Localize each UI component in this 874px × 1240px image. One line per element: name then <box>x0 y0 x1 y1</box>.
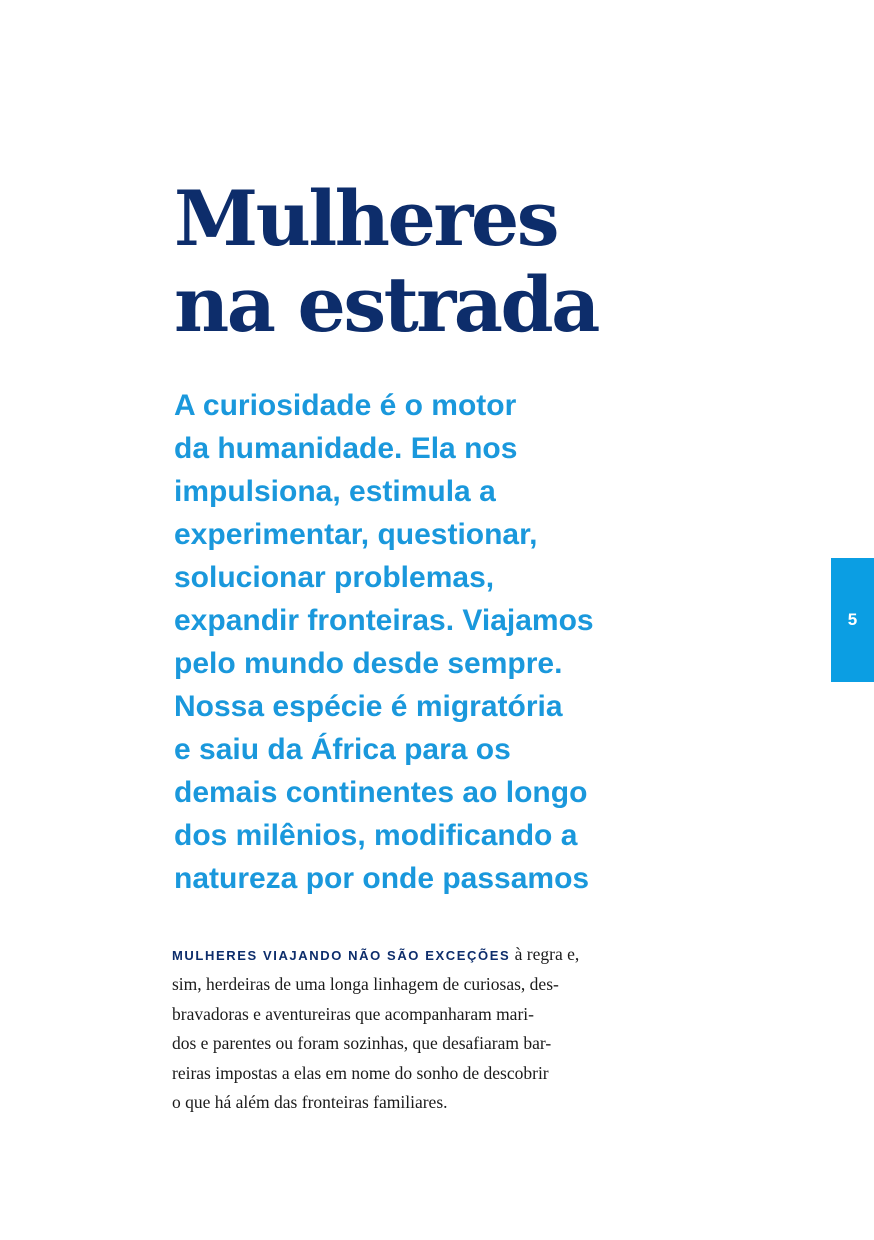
body-line: reiras impostas a elas em nome do sonho de descobrir <box>172 1062 549 1083</box>
title-line: Mulheres <box>174 174 558 263</box>
lead-line: da humanidade. Ela nos <box>174 432 518 465</box>
body-line: o que há além das fronteiras familiares. <box>172 1092 448 1113</box>
lead-line: pelo mundo desde sempre. <box>174 647 563 680</box>
lead-line: demais continentes ao longo <box>174 776 588 809</box>
page-number-tab <box>831 558 874 682</box>
lead-line: e saiu da África para os <box>174 733 511 766</box>
lead-paragraph <box>174 384 644 900</box>
title-line: na estrada <box>174 260 598 349</box>
body-line: bravadoras e aventureiras que acompanharam mari- <box>172 1003 534 1024</box>
body-line: sim, herdeiras de uma longa linhagem de curiosas, des- <box>172 974 559 995</box>
chapter-title <box>174 176 598 348</box>
lead-line: expandir fronteiras. Viajamos <box>174 604 594 637</box>
lead-line: A curiosidade é o motor <box>174 389 517 422</box>
lead-line: natureza por onde passamos <box>174 862 590 895</box>
body-line-text: à regra e, <box>510 944 580 964</box>
lead-line: Nossa espécie é migratória <box>174 690 563 723</box>
lead-line: dos milênios, modificando a <box>174 819 578 852</box>
body-paragraph <box>172 940 612 1117</box>
body-line <box>172 940 612 970</box>
lead-line: solucionar problemas, <box>174 561 495 594</box>
page-number: 5 <box>847 610 858 629</box>
lead-line: impulsiona, estimula a <box>174 475 496 508</box>
body-lede: MULHERES VIAJANDO NÃO SÃO EXCEÇÕES <box>172 948 511 963</box>
lead-line: experimentar, questionar, <box>174 518 538 551</box>
body-line: dos e parentes ou foram sozinhas, que desafiaram bar- <box>172 1033 552 1054</box>
